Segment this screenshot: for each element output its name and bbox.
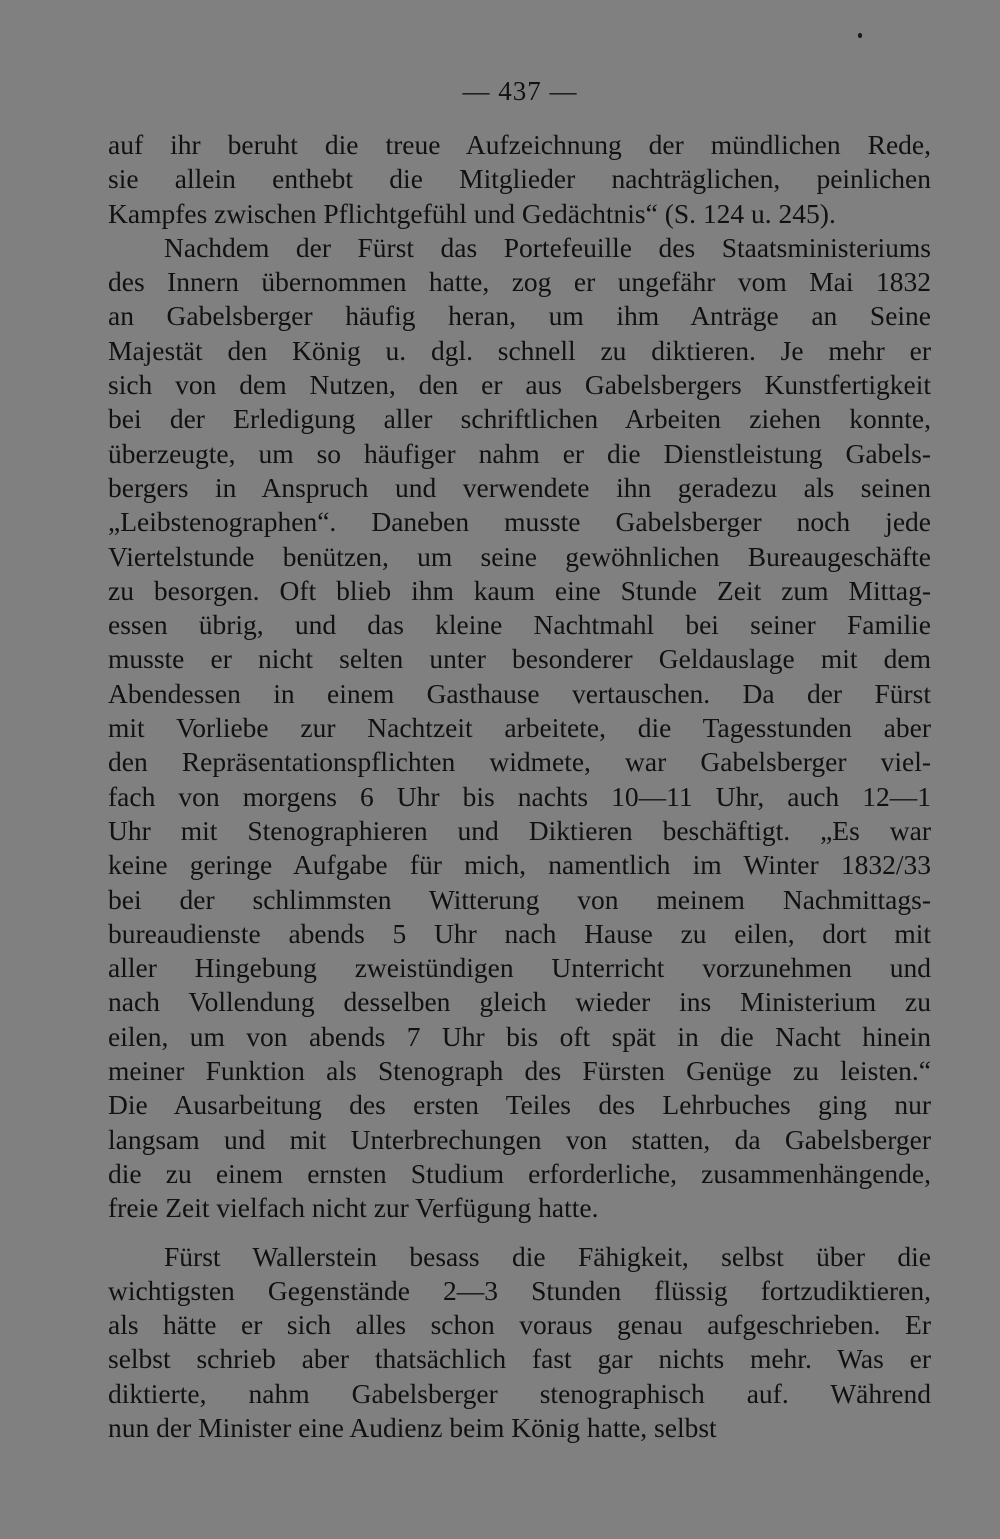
text-line: des Innern übernommen hatte, zog er ungefähr vom Mai 1832 [108,266,931,298]
text-line: nach Vollendung desselben gleich wieder ins Ministerium zu [108,986,931,1018]
text-line: Uhr mit Stenographieren und Diktieren beschäftigt. „Es war [108,814,931,846]
text-line: Viertelstunde benützen, um seine gewöhnlichen Bureaugeschäfte [108,540,931,572]
text-line: bureaudienste abends 5 Uhr nach Hause zu eilen, dort mit [108,917,931,949]
body-text [108,128,931,1445]
text-line: fach von morgens 6 Uhr bis nachts 10—11 Uhr, auch 12—1 [108,780,931,812]
text-line: aller Hingebung zweistündigen Unterricht vorzunehmen und [108,952,931,984]
text-line: überzeugte, um so häufiger nahm er die Dienstleistung Gabels- [108,437,931,469]
text-line: Fürst Wallerstein besass die Fähigkeit, selbst über die [164,1240,931,1272]
text-line: diktierte, nahm Gabelsberger stenographisch auf. Während [108,1377,931,1409]
text-line: bei der schlimmsten Witterung von meinem Nachmittags- [108,883,931,915]
text-line: keine geringe Aufgabe für mich, namentlich im Winter 1832/33 [108,849,931,881]
text-line: sich von dem Nutzen, den er aus Gabelsbergers Kunstfertigkeit [108,369,931,401]
text-line: bergers in Anspruch und verwendete ihn geradezu als seinen [108,471,931,503]
text-line: meiner Funktion als Stenograph des Fürsten Genüge zu leisten.“ [108,1055,931,1087]
text-line: nun der Minister eine Audienz beim König hatte, selbst [108,1411,717,1443]
text-line: Kampfes zwischen Pflichtgefühl und Gedächtnis“ (S. 124 u. 245). [108,197,836,229]
text-line: bei der Erledigung aller schriftlichen Arbeiten ziehen konnte, [108,403,931,435]
paragraph-gap [108,1226,931,1240]
print-speck [858,33,862,38]
text-line: freie Zeit vielfach nicht zur Verfügung hatte. [108,1192,599,1224]
text-line: als hätte er sich alles schon voraus genau aufgeschrieben. Er [108,1309,931,1341]
paragraph [108,231,931,1226]
text-line: „Leibstenographen“. Daneben musste Gabelsberger noch jede [108,506,931,538]
text-line: die zu einem ernsten Studium erforderliche, zusammenhängende, [108,1157,931,1189]
text-line: Nachdem der Fürst das Portefeuille des Staatsministeriums [164,231,931,263]
text-line: Majestät den König u. dgl. schnell zu diktieren. Je mehr er [108,334,931,366]
text-line: langsam und mit Unterbrechungen von statten, da Gabelsberger [108,1123,931,1155]
text-line: wichtigsten Gegenstände 2—3 Stunden flüssig fortzudiktieren, [108,1274,931,1306]
text-line: zu besorgen. Oft blieb ihm kaum eine Stunde Zeit zum Mittag- [108,574,931,606]
text-line: an Gabelsberger häufig heran, um ihm Anträge an Seine [108,300,931,332]
text-line: mit Vorliebe zur Nachtzeit arbeitete, die Tagesstunden aber [108,712,931,744]
paragraph [108,1240,931,1446]
text-line: den Repräsentationspflichten widmete, war Gabelsberger viel- [108,746,931,778]
text-line: musste er nicht selten unter besonderer Geldauslage mit dem [108,643,931,675]
text-line: Abendessen in einem Gasthause vertauschen. Da der Fürst [108,677,931,709]
paragraph [108,128,931,231]
text-line: essen übrig, und das kleine Nachtmahl bei seiner Familie [108,609,931,641]
text-line: Die Ausarbeitung des ersten Teiles des Lehrbuches ging nur [108,1089,931,1121]
text-line: eilen, um von abends 7 Uhr bis oft spät in die Nacht hinein [108,1020,931,1052]
page-number: — 437 — [462,76,578,106]
text-line: auf ihr beruht die treue Aufzeichnung der mündlichen Rede, [108,129,931,160]
text-line: selbst schrieb aber thatsächlich fast gar nichts mehr. Was er [108,1343,931,1375]
text-line: sie allein enthebt die Mitglieder nachträglichen, peinlichen [108,163,931,195]
